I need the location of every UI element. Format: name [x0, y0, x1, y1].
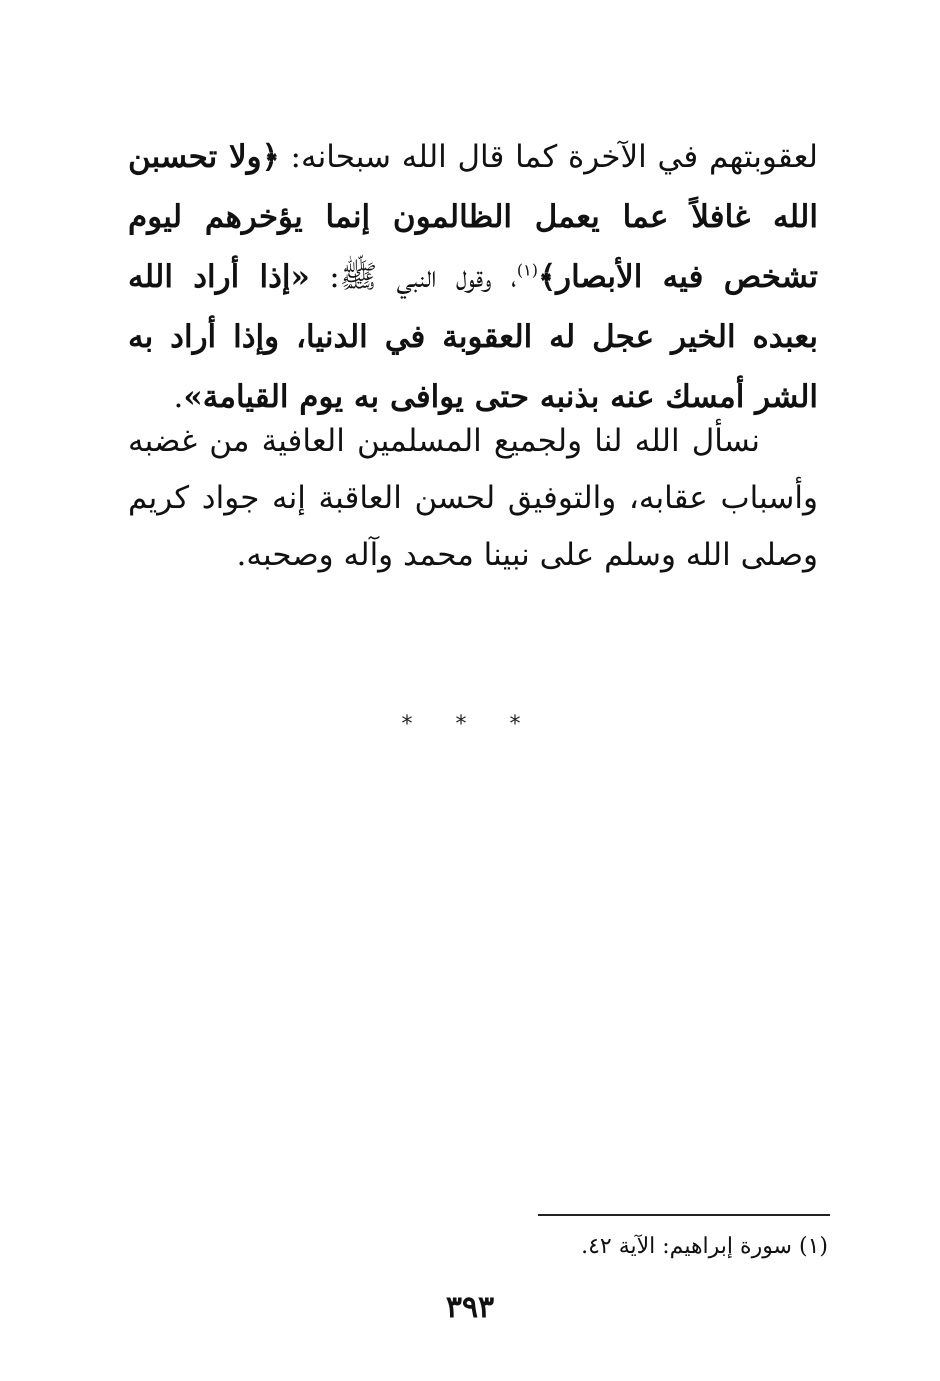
section-separator: * * * [401, 712, 539, 737]
footnote: (١) سورة إبراهيم: الآية ٤٢. [581, 1234, 828, 1259]
intro-text: لعقوبتهم في الآخرة كما قال الله سبحانه: [279, 139, 818, 175]
footnote-divider [538, 1214, 830, 1216]
hadith-intro: ، وقول النبي ﷺ: [309, 259, 517, 295]
sentence-end: . [173, 379, 184, 415]
hadith-text: «إذا أراد الله بعبده الخير عجل له العقوبة في الدنيا، وإذا أراد به الشر أمسك عنه بذنبه حتى يوافى به يوم القيامة» [128, 259, 818, 415]
quran-verse: ﴿ولا تحسبن الله غافلاً عما يعمل الظالمون إنما يؤخرهم ليوم تشخص فيه الأبصار﴾ [128, 139, 818, 295]
page-number: ٣٩٣ [445, 1290, 495, 1325]
paragraph-supplication: نسأل الله لنا ولجميع المسلمين العافية من غضبه وأسباب عقابه، والتوفيق لحسن العاقبة إنه جواد كريم وصلى الله وسلم على نبينا محمد وآله وصحبه. [128, 423, 818, 573]
paragraph-quote [128, 127, 818, 427]
footnote-reference: (١) [516, 260, 538, 280]
